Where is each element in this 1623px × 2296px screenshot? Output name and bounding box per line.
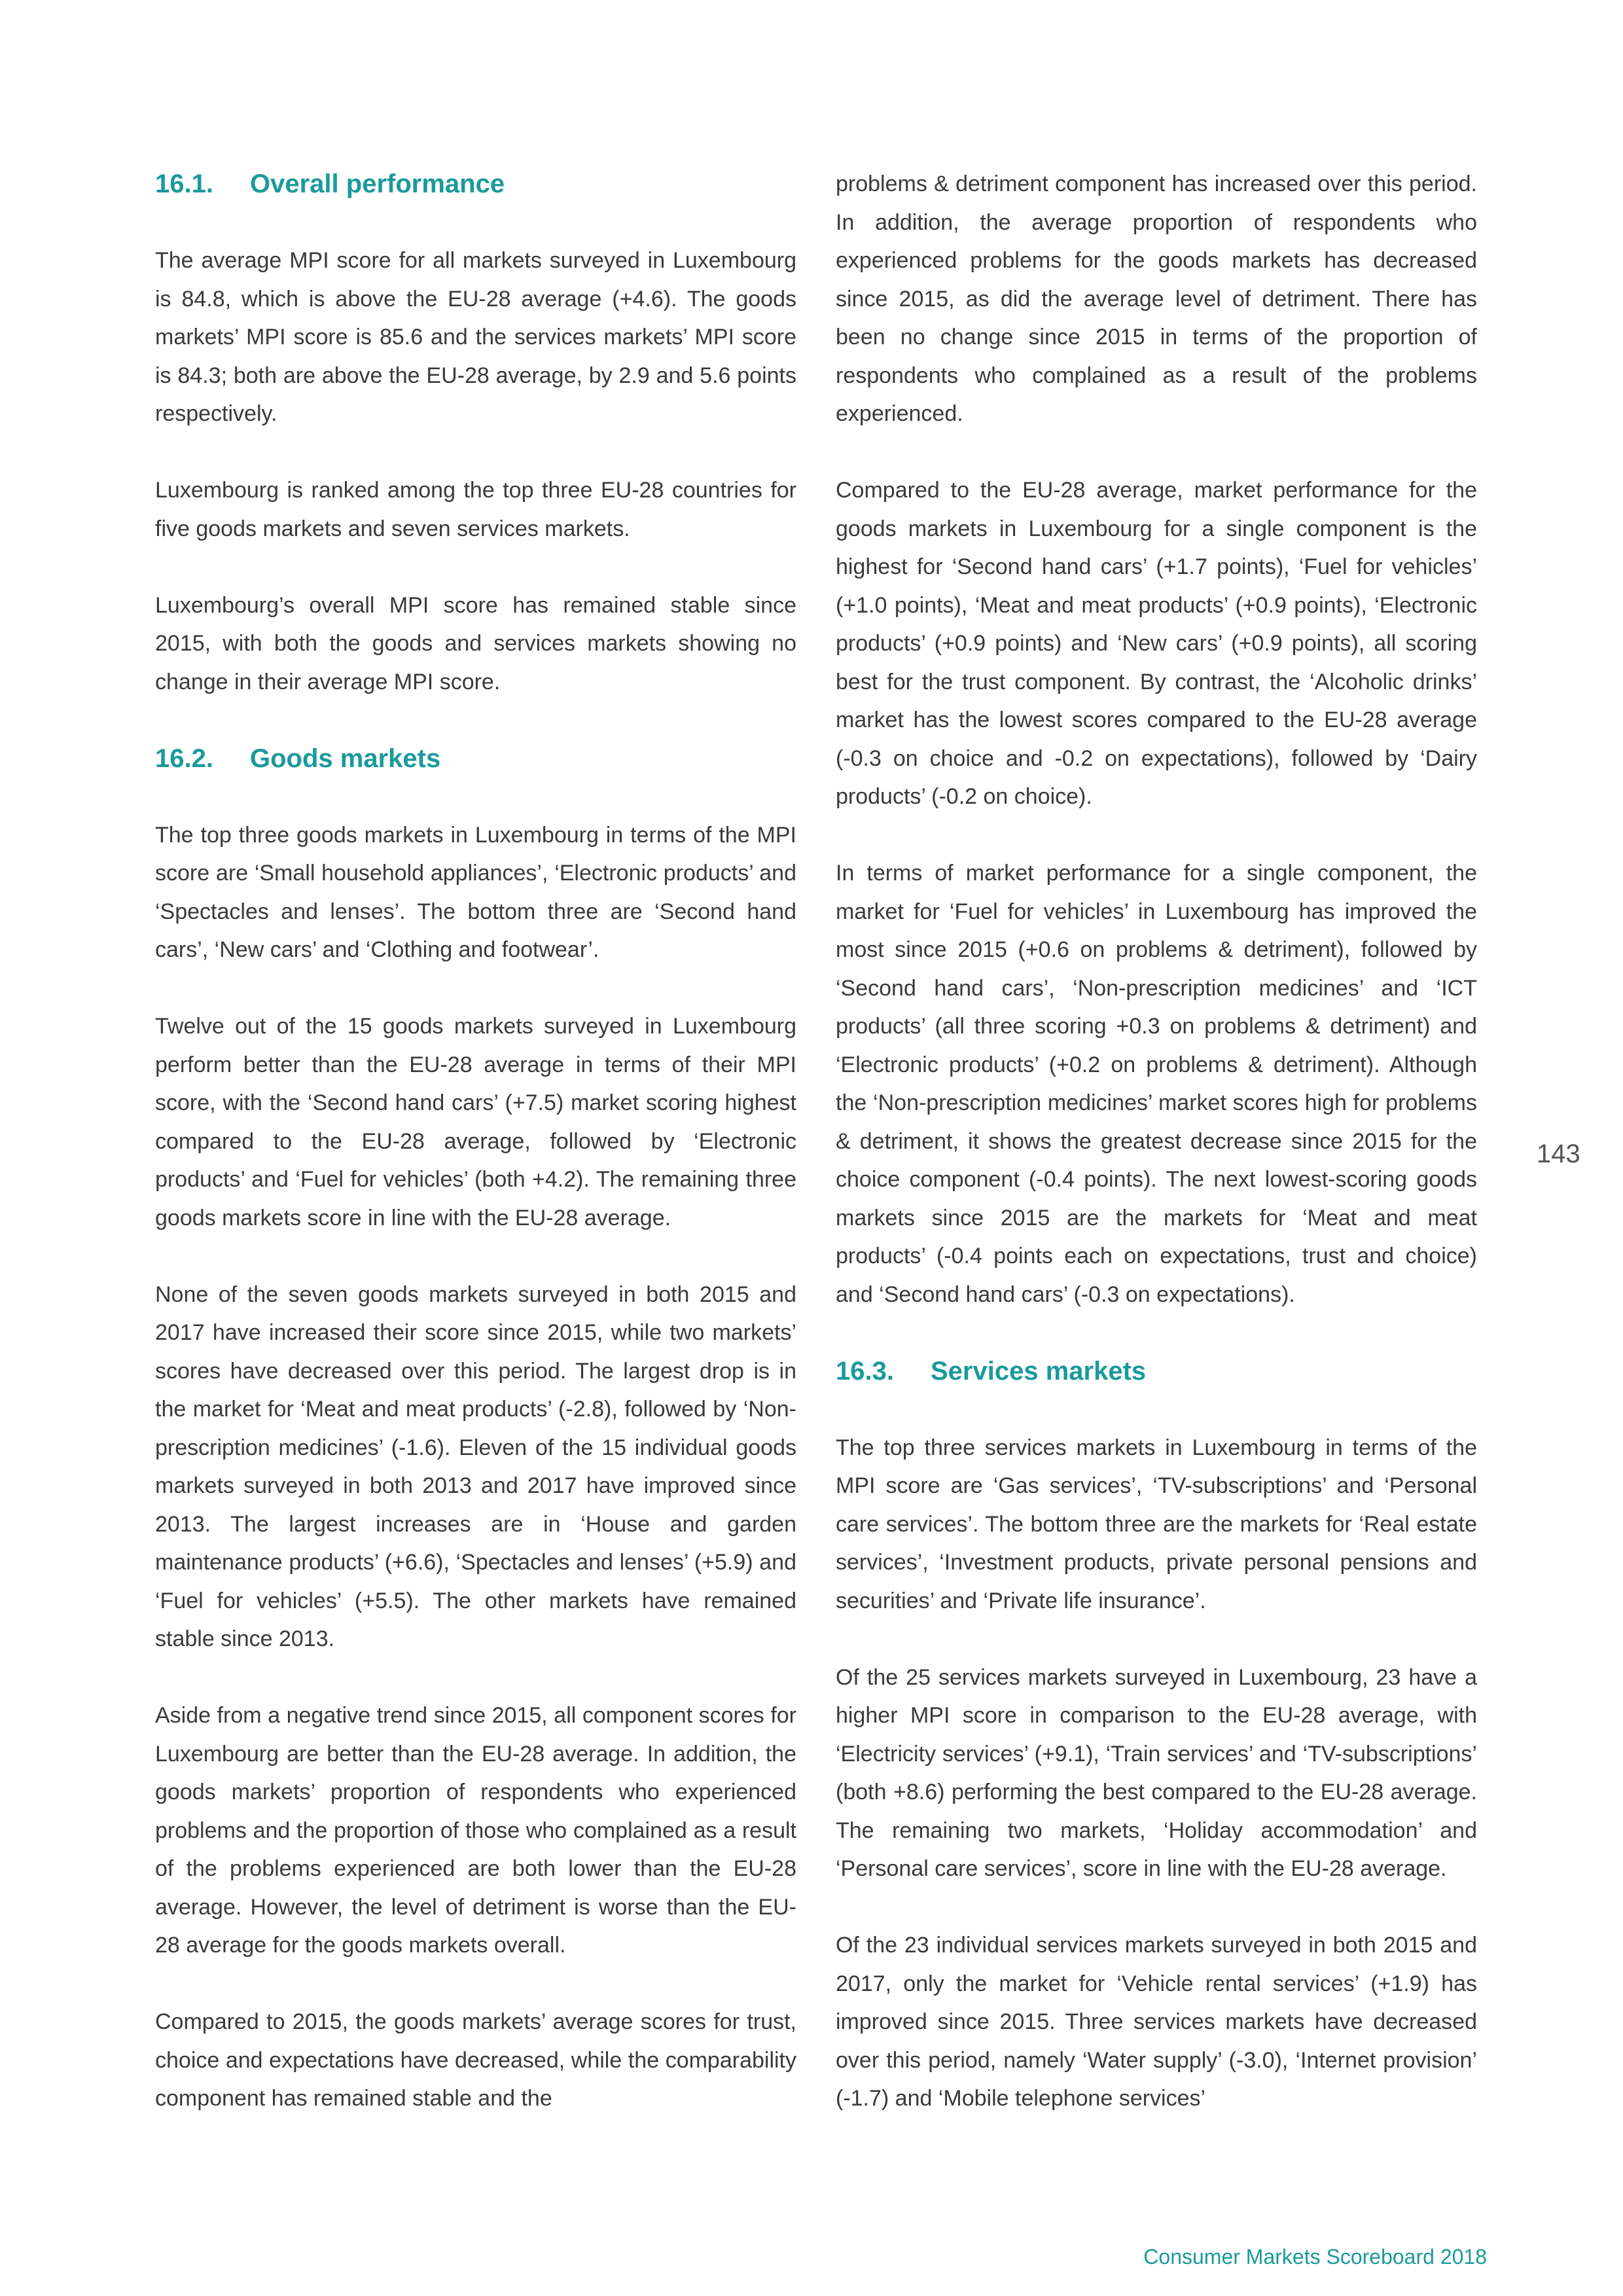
section-title: Overall performance	[250, 170, 505, 198]
section-number: 16.2.	[155, 744, 213, 773]
paragraph: The top three goods markets in Luxembourg in terms of the MPI score are ‘Small household appliances’, ‘Electronic products’ and ‘Spectacles and lenses’. The bottom three are ‘Second hand cars’, ‘New cars’ and ‘Clothing and footwear’.	[155, 822, 796, 962]
paragraph: problems & detriment component has increased over this period. In addition, the average proportion of respondents who experienced problems for the goods markets has decreased since 2015, as did the average level of detriment. There has been no change since 2015 in terms of the proportion of respondents who complained as a result of the problems experienced.	[836, 171, 1477, 426]
paragraph: Of the 23 individual services markets surveyed in both 2015 and 2017, only the market for ‘Vehicle rental services’ (+1.9) has improved since 2015. Three services markets have decreased over this period, namely ‘Water supply’ (-3.0), ‘Internet provision’ (-1.7) and ‘Mobile telephone services’	[836, 1933, 1477, 2111]
paragraph: Aside from a negative trend since 2015, all component scores for Luxembourg are better than the EU-28 average. In addition, the goods markets’ proportion of respondents who experienced problems and the proportion of those who complained as a result of the problems experienced are both lower than the EU-28 average. However, the level of detriment is worse than the EU-28 average for the goods markets overall.	[155, 1703, 796, 1958]
paragraph: Compared to the EU-28 average, market performance for the goods markets in Luxembourg for a single component is the highest for ‘Second hand cars’ (+1.7 points), ‘Fuel for vehicles’ (+1.0 points), ‘Meat and meat products’ (+0.9 points), ‘Electronic products’ (+0.9 points) and ‘New cars’ (+0.9 points), all scoring best for the trust component. By contrast, the ‘Alcoholic drinks’ market has the lowest scores compared to the EU-28 average (-0.3 on choice and -0.2 on expectations), followed by ‘Dairy products’ (-0.2 on choice).	[836, 478, 1477, 809]
paragraph: None of the seven goods markets surveyed in both 2015 and 2017 have increased their score since 2015, while two markets’ scores have decreased over this period. The largest drop is in the market for ‘Meat and meat products’ (-2.8), followed by ‘Non-prescription medicines’ (-1.6). Eleven of the 15 individual goods markets surveyed in both 2013 and 2017 have improved since 2013. The largest increases are in ‘House and garden maintenance products’ (+6.6), ‘Spectacles and lenses’ (+5.9) and ‘Fuel for vehicles’ (+5.5). The other markets have remained stable since 2013.	[155, 1282, 796, 1651]
paragraph: Compared to 2015, the goods markets’ average scores for trust, choice and expectations have decreased, while the comparability component has remained stable and the	[155, 2009, 796, 2111]
section-number: 16.3.	[836, 1356, 894, 1386]
section-title: Goods markets	[250, 744, 441, 773]
section-heading-16-2	[155, 740, 796, 778]
paragraph: In terms of market performance for a single component, the market for ‘Fuel for vehicles’ in Luxembourg has improved the most since 2015 (+0.6 on problems & detriment), followed by ‘Second hand cars’, ‘Non-prescription medicines’ and ‘ICT products’ (all three scoring +0.3 on problems & detriment) and ‘Electronic products’ (+0.2 on problems & detriment). Although the ‘Non-prescription medicines’ market scores high for problems & detriment, it shows the greatest decrease since 2015 for the choice component (-0.4 points). The next lowest-scoring goods markets since 2015 are the markets for ‘Meat and meat products’ (-0.4 points each on expectations, trust and choice) and ‘Second hand cars’ (-0.3 on expectations).	[836, 861, 1477, 1307]
paragraph: Of the 25 services markets surveyed in Luxembourg, 23 have a higher MPI score in comparison to the EU-28 average, with ‘Electricity services’ (+9.1), ‘Train services’ and ‘TV-subscriptions’ (both +8.6) performing the best compared to the EU-28 average. The remaining two markets, ‘Holiday accommodation’ and ‘Personal care services’, score in line with the EU-28 average.	[836, 1664, 1477, 1881]
section-title: Services markets	[931, 1356, 1147, 1386]
page-number: 143	[1537, 1139, 1580, 1168]
left-column	[155, 165, 796, 2118]
footer-publication-title: Consumer Markets Scoreboard 2018	[1143, 2245, 1487, 2269]
paragraph: Luxembourg is ranked among the top three EU-28 countries for five goods markets and seven services markets.	[155, 478, 796, 541]
paragraph: Luxembourg’s overall MPI score has remained stable since 2015, with both the goods and services markets showing no change in their average MPI score.	[155, 592, 796, 694]
right-column	[836, 165, 1477, 2118]
section-number: 16.1.	[155, 170, 213, 198]
paragraph: The top three services markets in Luxembourg in terms of the MPI score are ‘Gas services’, ‘TV-subscriptions’ and ‘Personal care services’. The bottom three are the markets for ‘Real estate services’, ‘Investment products, private personal pensions and securities’ and ‘Private life insurance’.	[836, 1435, 1477, 1613]
section-heading-16-1	[155, 165, 796, 204]
paragraph: Twelve out of the 15 goods markets surveyed in Luxembourg perform better than the EU-28 average in terms of their MPI score, with the ‘Second hand cars’ (+7.5) market scoring highest compared to the EU-28 average, followed by ‘Electronic products’ and ‘Fuel for vehicles’ (both +4.2). The remaining three goods markets score in line with the EU-28 average.	[155, 1014, 796, 1230]
paragraph: The average MPI score for all markets surveyed in Luxembourg is 84.8, which is above the EU-28 average (+4.6). The goods markets’ MPI score is 85.6 and the services markets’ MPI score is 84.3; both are above the EU-28 average, by 2.9 and 5.6 points respectively.	[155, 248, 796, 426]
section-heading-16-3	[836, 1352, 1477, 1391]
